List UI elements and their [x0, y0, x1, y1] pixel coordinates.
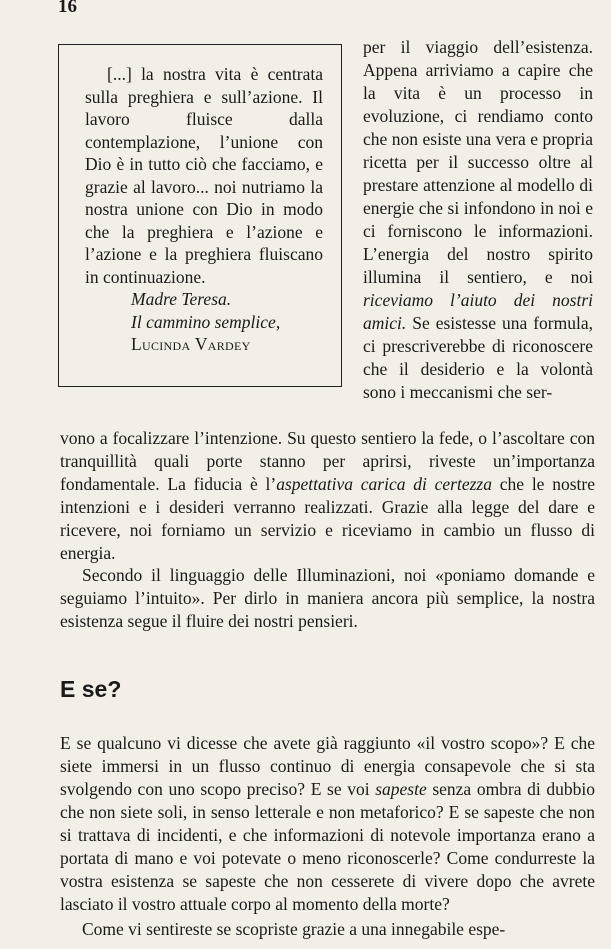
quote-text: [...] la nostra vita è centrata sulla preghiera e sull’azione. Il lavoro fluisce dalla contemplazione, l’unione con Dio è in tutto ciò che facciamo, e grazie al lavoro... noi nutriamo la nostra unione con Dio in modo che la preghiera e l’azione e l’azione e la preghiera fluiscano in continuazione.	[85, 64, 323, 287]
paragraph-continued-part2: che le nostre intenzioni e i desideri verranno realizzati. Grazie alla legge del dare e ricevere, noi forniamo un servizio e riceviamo in cambio un flusso di energia.	[60, 474, 595, 563]
paragraph-e-se-part2: senza ombra di dubbio che non siete soli, in senso letterale e non metaforico? E se sapeste che non si trattava di incidenti, e che informazioni di notevole importanza erano a portata di mano e voi potevate o meno riconoscerle? Come condurreste la vostra esistenza se sapeste che non cesserete di vivere dopo che avrete lasciato il vostro attuale corpo al momento della morte?	[60, 779, 595, 914]
quote-attribution-name: Madre Teresa.	[131, 289, 232, 309]
quote-box	[58, 44, 342, 387]
quote-attribution-book: Il cammino semplice,	[131, 311, 281, 332]
page-number: 16	[58, 0, 77, 17]
paragraph-e-se-part1: E se qualcuno vi dicesse che avete già raggiunto «il vostro scopo»? E che siete immersi in un flusso continuo di energia consapevole che si sta svolgendo con uno scopo preciso? E se voi	[60, 733, 595, 799]
section-heading: E se?	[60, 676, 122, 702]
paragraph-continued	[60, 427, 595, 565]
paragraph-last: Come vi sentireste se scopriste grazie a una innegabile espe-	[82, 919, 506, 939]
paragraph-illuminazioni: Secondo il linguaggio delle Illuminazioni, noi «poniamo domande e seguiamo l’intuito». Per dirlo in maniera ancora più semplice, la nostra esistenza segue il fluire dei nostri pensieri.	[60, 565, 595, 631]
quote-attribution-author: Lucinda Vardey	[131, 334, 251, 354]
paragraph-continued-italic: aspettativa carica di certezza	[276, 474, 492, 494]
paragraph-e-se-italic: sapeste	[375, 779, 427, 799]
right-column-italic: riceviamo l’aiuto dei nostri amici.	[363, 290, 593, 333]
right-column-text	[363, 36, 593, 404]
paragraph-e-se	[60, 732, 595, 916]
right-column-part2: Se esistesse una formula, ci prescriverebbe di riconoscere che il desiderio e la volontà sono i meccanismi che ser-	[363, 313, 593, 402]
paragraph-continued-part1: vono a focalizzare l’intenzione. Su questo sentiero la fede, o l’ascoltare con tranquillità quali porte stanno per aprirsi, riveste un’importanza fondamentale. La fiducia è l’	[60, 428, 595, 494]
right-column-part1: per il viaggio dell’esistenza. Appena arriviamo a capire che la vita è un processo in evoluzione, ci rendiamo conto che non esiste una vera e propria ricetta per il successo oltre al prestare attenzione al modello di energie che si infondono in noi e ci forniscono le informazioni. L’energia del nostro spirito illumina il sentiero, e noi	[363, 37, 593, 287]
